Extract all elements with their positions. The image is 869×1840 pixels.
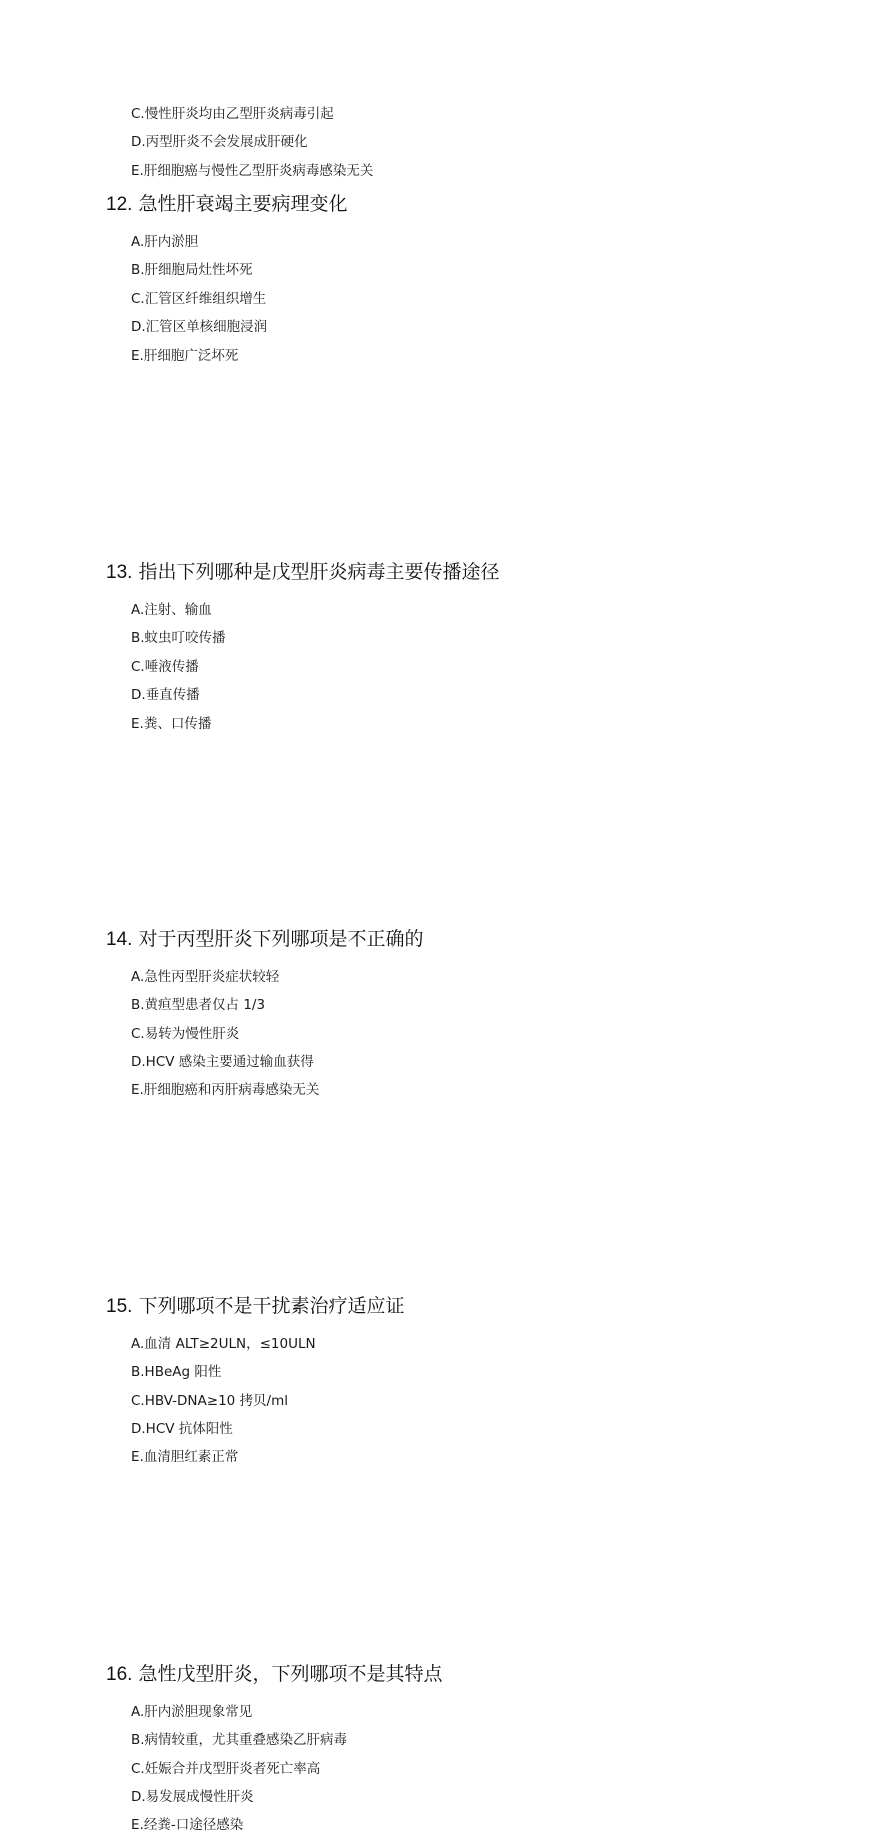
option-d: D.丙型肝炎不会发展成肝硬化 <box>131 134 308 151</box>
question-12 <box>0 184 869 370</box>
question-number: 16. <box>106 1663 133 1685</box>
question-title <box>106 184 869 224</box>
question-number: 13. <box>106 561 133 583</box>
question-16 <box>0 1654 869 1840</box>
option-e: E.粪、口传播 <box>131 715 212 732</box>
option-a: A.注射、输血 <box>131 601 212 618</box>
option-a: A.急性丙型肝炎症状较轻 <box>131 968 280 985</box>
question-number: 12. <box>106 194 133 215</box>
option-b: B.病情较重，尤其重叠感染乙肝病毒 <box>131 1732 348 1749</box>
option-d: D.HCV 抗体阳性 <box>131 1421 233 1438</box>
option-e: E.肝细胞癌与慢性乙型肝炎病毒感染无关 <box>131 162 374 179</box>
option-e: E.肝细胞广泛坏死 <box>131 347 239 364</box>
question-text: 下列哪项不是干扰素治疗适应证 <box>138 1294 405 1317</box>
question-15 <box>0 1286 869 1472</box>
option-c: C.妊娠合并戊型肝炎者死亡率高 <box>131 1760 321 1777</box>
option-list <box>0 1694 869 1840</box>
option-a: A.肝内淤胆 <box>131 234 199 250</box>
option-b: B.HBeAg 阳性 <box>131 1364 222 1381</box>
question-title <box>106 552 869 592</box>
question-number: 15. <box>106 1295 133 1317</box>
option-a: A.血清 ALT≥2ULN，≤10ULN <box>131 1335 316 1352</box>
option-c: C.唾液传播 <box>131 658 199 675</box>
option-c: C.HBV-DNA≥10 拷贝/ml <box>131 1392 288 1409</box>
question-number: 14. <box>106 928 133 950</box>
option-b: B.肝细胞局灶性坏死 <box>131 262 253 279</box>
option-c: C.易转为慢性肝炎 <box>131 1025 240 1042</box>
option-list <box>0 224 869 370</box>
question-title <box>106 919 869 959</box>
question-14 <box>0 919 869 1105</box>
question-title <box>106 1286 869 1326</box>
option-e: E.血清胆红素正常 <box>131 1449 239 1466</box>
question-13 <box>0 552 869 738</box>
question-text: 急性戊型肝炎，下列哪项不是其特点 <box>138 1662 443 1685</box>
option-d: D.易发展成慢性肝炎 <box>131 1788 254 1805</box>
question-text: 对于丙型肝炎下列哪项是不正确的 <box>138 927 424 950</box>
option-e: E.经粪-口途径感染 <box>131 1817 244 1834</box>
option-list <box>0 959 869 1105</box>
question-title <box>106 1654 869 1694</box>
option-list <box>0 1326 869 1472</box>
question-text: 指出下列哪种是戊型肝炎病毒主要传播途径 <box>138 560 500 583</box>
option-e: E.肝细胞癌和丙肝病毒感染无关 <box>131 1082 320 1099</box>
option-list <box>0 592 869 738</box>
option-c: C.慢性肝炎均由乙型肝炎病毒引起 <box>131 106 334 122</box>
question-text: 急性肝衰竭主要病理变化 <box>138 193 348 215</box>
option-b: B.蚊虫叮咬传播 <box>131 630 226 647</box>
lead-options <box>0 100 869 185</box>
option-d: D.HCV 感染主要通过输血获得 <box>131 1054 314 1071</box>
option-d: D.汇管区单核细胞浸润 <box>131 319 268 336</box>
option-a: A.肝内淤胆现象常见 <box>131 1703 253 1720</box>
option-b: B.黄疸型患者仅占 1/3 <box>131 997 266 1014</box>
option-d: D.垂直传播 <box>131 687 200 704</box>
option-c: C.汇管区纤维组织增生 <box>131 290 267 307</box>
